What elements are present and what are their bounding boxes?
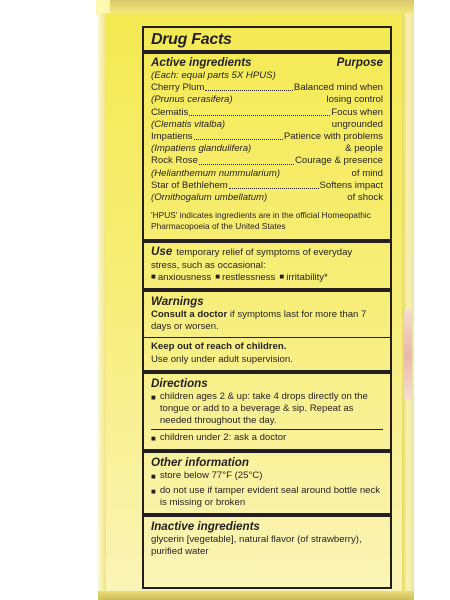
box-left-edge	[98, 13, 106, 591]
ingredient-latin: (Prunus cerasifera)	[151, 94, 233, 106]
drug-facts-header	[144, 28, 390, 50]
other-information-heading: Other information	[151, 455, 249, 469]
keep-out-of-reach-text: Keep out of reach of children.	[151, 341, 287, 353]
drug-facts-title: Drug Facts	[151, 31, 232, 48]
consult-doctor-warning: Consult a doctor if symptoms last for more than 7 days or worsen.	[151, 309, 367, 333]
use-bullet-item: ■ irritability*	[279, 271, 328, 283]
ingredient-purpose: Courage & presence	[295, 155, 383, 167]
ingredient-name: Cherry Plum	[151, 82, 205, 94]
keep-out-of-reach-section	[144, 337, 390, 369]
ingredient-rock-rose	[151, 155, 383, 179]
active-ingredients-section	[144, 50, 390, 239]
ingredient-name: Clematis	[151, 106, 189, 118]
ingredient-purpose-cont: ungrounded	[331, 118, 383, 130]
ingredient-star-of-bethlehem	[151, 180, 383, 204]
ingredient-name: Star of Bethlehem	[151, 179, 228, 191]
warnings-heading: Warnings	[151, 295, 204, 309]
ingredient-purpose: Patience with problems	[283, 131, 383, 143]
ingredient-purpose: Balanced mind when	[293, 82, 383, 94]
purpose-heading: Purpose	[336, 56, 383, 69]
other-information-item: ■ do not use if tamper evident seal around bottle neck is missing or broken	[151, 485, 383, 509]
ingredient-purpose: Softens impact	[319, 179, 383, 191]
box-edge-accent	[404, 310, 412, 400]
ingredient-latin: (Impatiens glandulifera)	[151, 143, 252, 155]
other-information-item: ■ store below 77°F (25°C)	[151, 470, 383, 482]
directions-heading: Directions	[151, 376, 208, 390]
square-bullet-icon: ■	[151, 471, 156, 481]
ingredient-purpose-cont: of mind	[351, 167, 383, 179]
drug-facts-label	[142, 26, 392, 589]
square-bullet-icon: ■	[279, 271, 285, 281]
other-information-section	[144, 449, 390, 514]
ingredient-clematis	[151, 107, 383, 131]
ingredient-impatiens	[151, 131, 383, 155]
box-right-edge	[402, 13, 414, 591]
adult-supervision-text: Use only under adult supervision.	[151, 353, 293, 365]
ingredient-latin: (Helianthemum nummularium)	[151, 167, 281, 179]
ingredient-latin: (Clematis vitalba)	[151, 118, 226, 130]
use-bullet-item: ■ restlessness	[215, 271, 276, 283]
square-bullet-icon: ■	[151, 434, 156, 444]
square-bullet-icon: ■	[151, 486, 156, 496]
use-text: temporary relief of symptoms of everyday stress, such as occasional:	[151, 247, 353, 271]
ingredient-purpose-cont: losing control	[326, 94, 383, 106]
ingredient-latin: (Ornithogalum umbellatum)	[151, 192, 268, 204]
use-heading: Use	[151, 245, 173, 259]
directions-item: ■ children ages 2 & up: take 4 drops directly on the tongue or add to a beverage & sip. Repeat as needed throughout the day.	[151, 391, 383, 428]
use-bullet-item: ■ anxiousness	[151, 271, 212, 283]
warnings-section	[144, 288, 390, 337]
active-ingredients-heading: Active ingredients	[151, 56, 252, 69]
ingredients-note: (Each: equal parts 5X HPUS)	[151, 70, 276, 81]
active-ingredients-header	[151, 56, 383, 70]
inactive-ingredients-heading: Inactive ingredients	[151, 520, 260, 534]
inactive-ingredients-text: glycerin [vegetable], natural flavor (of strawberry), purified water	[151, 534, 362, 558]
box-bottom-edge	[98, 591, 414, 600]
directions-section	[144, 370, 390, 449]
ingredient-cherry-plum	[151, 82, 383, 106]
hpus-note: 'HPUS' indicates ingredients are in the official Homeopathic Pharmacopoeia of the United States	[151, 210, 371, 231]
ingredient-purpose-cont: of shock	[347, 192, 383, 204]
use-bullets	[151, 272, 383, 284]
inactive-ingredients-section	[144, 513, 390, 558]
ingredient-name: Rock Rose	[151, 155, 198, 167]
ingredient-purpose: Focus when	[331, 106, 383, 118]
square-bullet-icon: ■	[151, 271, 156, 281]
ingredient-purpose-cont: & people	[345, 143, 383, 155]
use-section	[144, 239, 390, 288]
directions-item: ■ children under 2: ask a doctor	[151, 429, 383, 444]
box-top-flap	[108, 0, 414, 14]
square-bullet-icon: ■	[215, 271, 221, 281]
ingredient-name: Impatiens	[151, 131, 193, 143]
square-bullet-icon: ■	[151, 392, 156, 402]
